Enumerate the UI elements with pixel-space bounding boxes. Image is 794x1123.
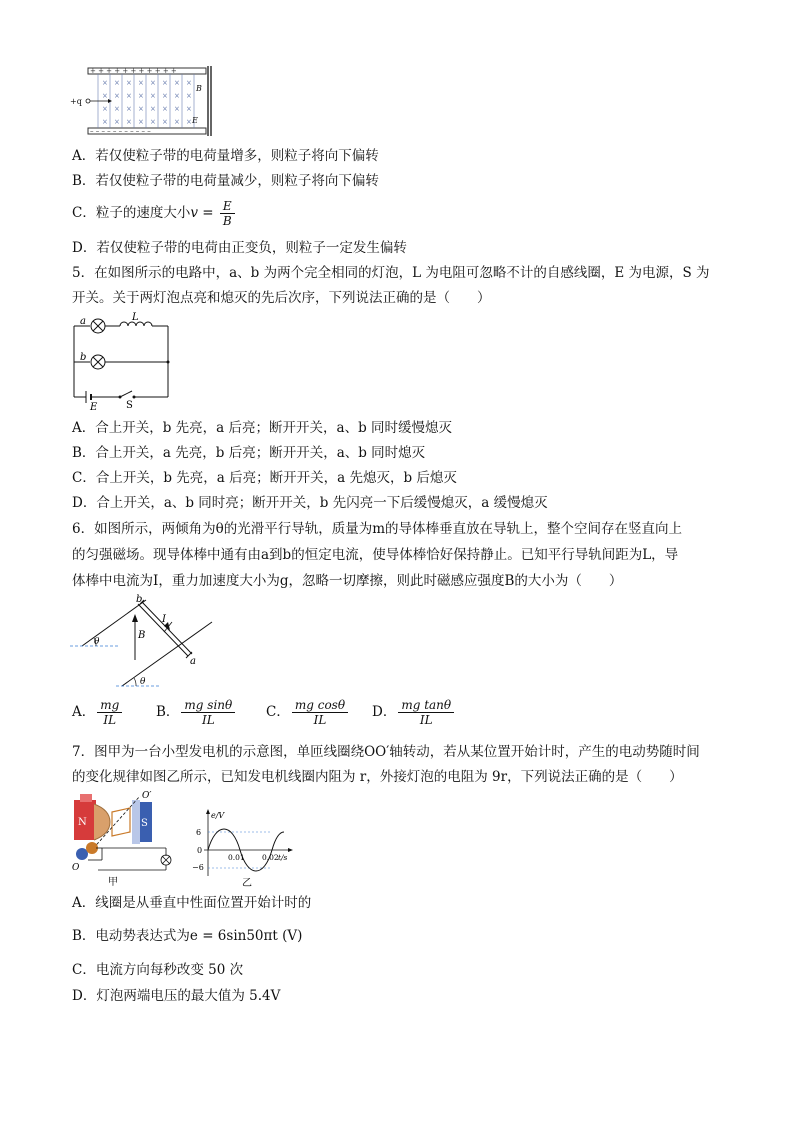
svg-text:+q: +q: [70, 97, 82, 106]
q6-option-c-label: C．: [266, 704, 290, 720]
svg-text:t/s: t/s: [278, 853, 288, 862]
svg-text:×: ×: [174, 79, 180, 87]
svg-text:×: ×: [138, 79, 144, 87]
svg-text:×: ×: [114, 105, 120, 113]
svg-text:×: ×: [150, 79, 156, 87]
svg-text:×: ×: [102, 105, 108, 113]
svg-text:×: ×: [126, 105, 132, 113]
q7-emf-graph-yi: [190, 808, 298, 888]
q6-option-d-label: D．: [372, 704, 397, 720]
q7-generator-figure-jia: [70, 790, 182, 888]
svg-text:×: ×: [114, 92, 120, 100]
q7-option-d: D．灯泡两端电压的最大值为 5.4V: [72, 988, 281, 1004]
svg-text:×: ×: [138, 92, 144, 100]
svg-text:S: S: [126, 400, 133, 411]
q7-stem-line1: 7．图甲为一台小型发电机的示意图，单匝线圈绕OO′轴转动，若从某位置开始计时，产生的电动势随时间: [72, 744, 700, 760]
q7-stem-line2: 的变化规律如图乙所示，已知发电机线圈内阻为 r，外接灯泡的电阻为 9r，下列说法正确的是（ ）: [72, 769, 683, 785]
svg-text:θ: θ: [94, 637, 100, 647]
svg-text:I: I: [162, 614, 166, 625]
q5-circuit-figure: [70, 312, 180, 412]
svg-text:0: 0: [197, 846, 203, 855]
q6-option-a-label: A．: [72, 704, 96, 720]
q6-option-d-fraction: [398, 698, 454, 727]
svg-text:O′: O′: [142, 791, 152, 801]
q6-option-c-num: mg cosθ: [292, 698, 348, 713]
svg-text:×: ×: [102, 79, 108, 87]
velocity-selector-figure: [70, 62, 222, 140]
q4-option-c-num: E: [220, 199, 235, 214]
svg-text:N: N: [78, 817, 87, 828]
q6-option-a-num: mg: [97, 698, 122, 713]
svg-text:×: ×: [138, 105, 144, 113]
svg-text:甲: 甲: [108, 877, 118, 888]
q4-option-c-var: v: [190, 205, 198, 221]
q6-option-b-den: IL: [201, 713, 215, 727]
svg-text:E: E: [192, 116, 198, 125]
q6-option-a: [72, 698, 124, 727]
q4-option-c: [72, 196, 237, 230]
svg-text:E: E: [90, 402, 98, 412]
svg-text:×: ×: [162, 79, 168, 87]
svg-text:×: ×: [102, 118, 108, 126]
svg-text:×: ×: [150, 105, 156, 113]
svg-text:×: ×: [126, 92, 132, 100]
svg-text:+ + + + + + + + + + +: + + + + + + + + + + +: [90, 67, 177, 75]
svg-text:6: 6: [196, 828, 202, 837]
svg-text:×: ×: [186, 79, 192, 87]
q6-option-d-num: mg tanθ: [398, 698, 454, 713]
q4-option-a: A．若仅使粒子带的电荷量增多，则粒子将向下偏转: [72, 148, 379, 164]
svg-text:−6: −6: [192, 863, 204, 872]
q5-stem-line2: 开关。关于两灯泡点亮和熄灭的先后次序，下列说法正确的是（ ）: [72, 290, 491, 306]
svg-text:×: ×: [150, 92, 156, 100]
q6-option-b-label: B．: [156, 704, 180, 720]
q6-option-d: [372, 698, 456, 727]
svg-text:×: ×: [174, 105, 180, 113]
svg-text:0.01: 0.01: [228, 853, 245, 862]
q6-option-b-num: mg sinθ: [181, 698, 235, 713]
q6-option-a-den: IL: [103, 713, 117, 727]
q6-option-b: [156, 698, 237, 727]
q5-option-b: B．合上开关，a 先亮，b 后亮；断开开关，a、b 同时熄灭: [72, 445, 426, 461]
svg-text:×: ×: [162, 92, 168, 100]
q6-option-d-den: IL: [419, 713, 433, 727]
svg-text:– – – – – – – – – – –: – – – – – – – – – – –: [90, 127, 151, 135]
svg-text:B: B: [138, 630, 146, 641]
q6-option-a-fraction: [97, 698, 122, 727]
svg-text:乙: 乙: [242, 878, 252, 888]
svg-text:×: ×: [114, 118, 120, 126]
q6-incline-figure: [70, 592, 220, 690]
q6-option-c-den: IL: [313, 713, 327, 727]
q4-option-c-den: B: [222, 214, 232, 228]
svg-text:×: ×: [102, 92, 108, 100]
q4-option-b: B．若仅使粒子带的电荷量减少，则粒子将向下偏转: [72, 173, 379, 189]
svg-text:×: ×: [126, 118, 132, 126]
svg-text:a: a: [190, 656, 196, 667]
svg-text:O: O: [72, 863, 80, 873]
svg-text:L: L: [132, 312, 139, 323]
svg-text:b: b: [136, 594, 143, 605]
svg-text:×: ×: [174, 92, 180, 100]
svg-text:×: ×: [186, 118, 192, 126]
q5-option-c: C．合上开关，b 先亮，a 后亮；断开开关，a 先熄灭，b 后熄灭: [72, 470, 457, 486]
svg-text:B: B: [196, 84, 202, 93]
q6-stem-line3: 体棒中电流为I，重力加速度大小为g，忽略一切摩擦，则此时磁感应强度B的大小为（ ）: [72, 573, 623, 589]
svg-text:×: ×: [174, 118, 180, 126]
svg-text:S: S: [141, 818, 148, 829]
q6-option-c: [266, 698, 350, 727]
q5-option-d: D．合上开关，a、b 同时亮；断开开关，b 先闪亮一下后缓慢熄灭，a 缓慢熄灭: [72, 495, 548, 511]
svg-text:a: a: [80, 316, 86, 327]
q7-option-c: C．电流方向每秒改变 50 次: [72, 962, 244, 978]
svg-text:×: ×: [162, 105, 168, 113]
q7-option-b: B．电动势表达式为e = 6sin50πt (V): [72, 928, 303, 944]
svg-text:×: ×: [114, 79, 120, 87]
q7-option-a: A．线圈是从垂直中性面位置开始计时的: [72, 895, 312, 911]
q5-stem-line1: 5．在如图所示的电路中，a、b 为两个完全相同的灯泡，L 为电阻可忽略不计的自感线圈，E 为电源，S 为: [72, 265, 710, 281]
q6-stem-line1: 6．如图所示，两倾角为θ的光滑平行导轨，质量为m的导体棒垂直放在导轨上，整个空间存在竖直向上: [72, 521, 683, 537]
q4-option-c-prefix: C．粒子的速度大小: [72, 205, 191, 221]
svg-text:×: ×: [186, 105, 192, 113]
q6-stem-line2: 的匀强磁场。现导体棒中通有由a到b的恒定电流，使导体棒恰好保持静止。已知平行导轨间距为L，导: [72, 547, 679, 563]
q4-option-c-eq: =: [197, 205, 218, 221]
q4-option-c-fraction: [220, 199, 235, 228]
svg-text:×: ×: [162, 118, 168, 126]
q6-option-c-fraction: [292, 698, 348, 727]
q4-option-d: D．若仅使粒子带的电荷由正变负，则粒子一定发生偏转: [72, 240, 407, 256]
q5-option-a: A．合上开关，b 先亮，a 后亮；断开开关，a、b 同时缓慢熄灭: [72, 420, 453, 436]
svg-text:b: b: [80, 352, 87, 363]
svg-text:×: ×: [150, 118, 156, 126]
q6-option-b-fraction: [181, 698, 235, 727]
svg-text:×: ×: [138, 118, 144, 126]
svg-text:×: ×: [186, 92, 192, 100]
svg-text:e/V: e/V: [211, 811, 225, 820]
svg-text:0.02: 0.02: [262, 853, 279, 862]
svg-text:θ: θ: [140, 677, 146, 687]
svg-text:×: ×: [126, 79, 132, 87]
